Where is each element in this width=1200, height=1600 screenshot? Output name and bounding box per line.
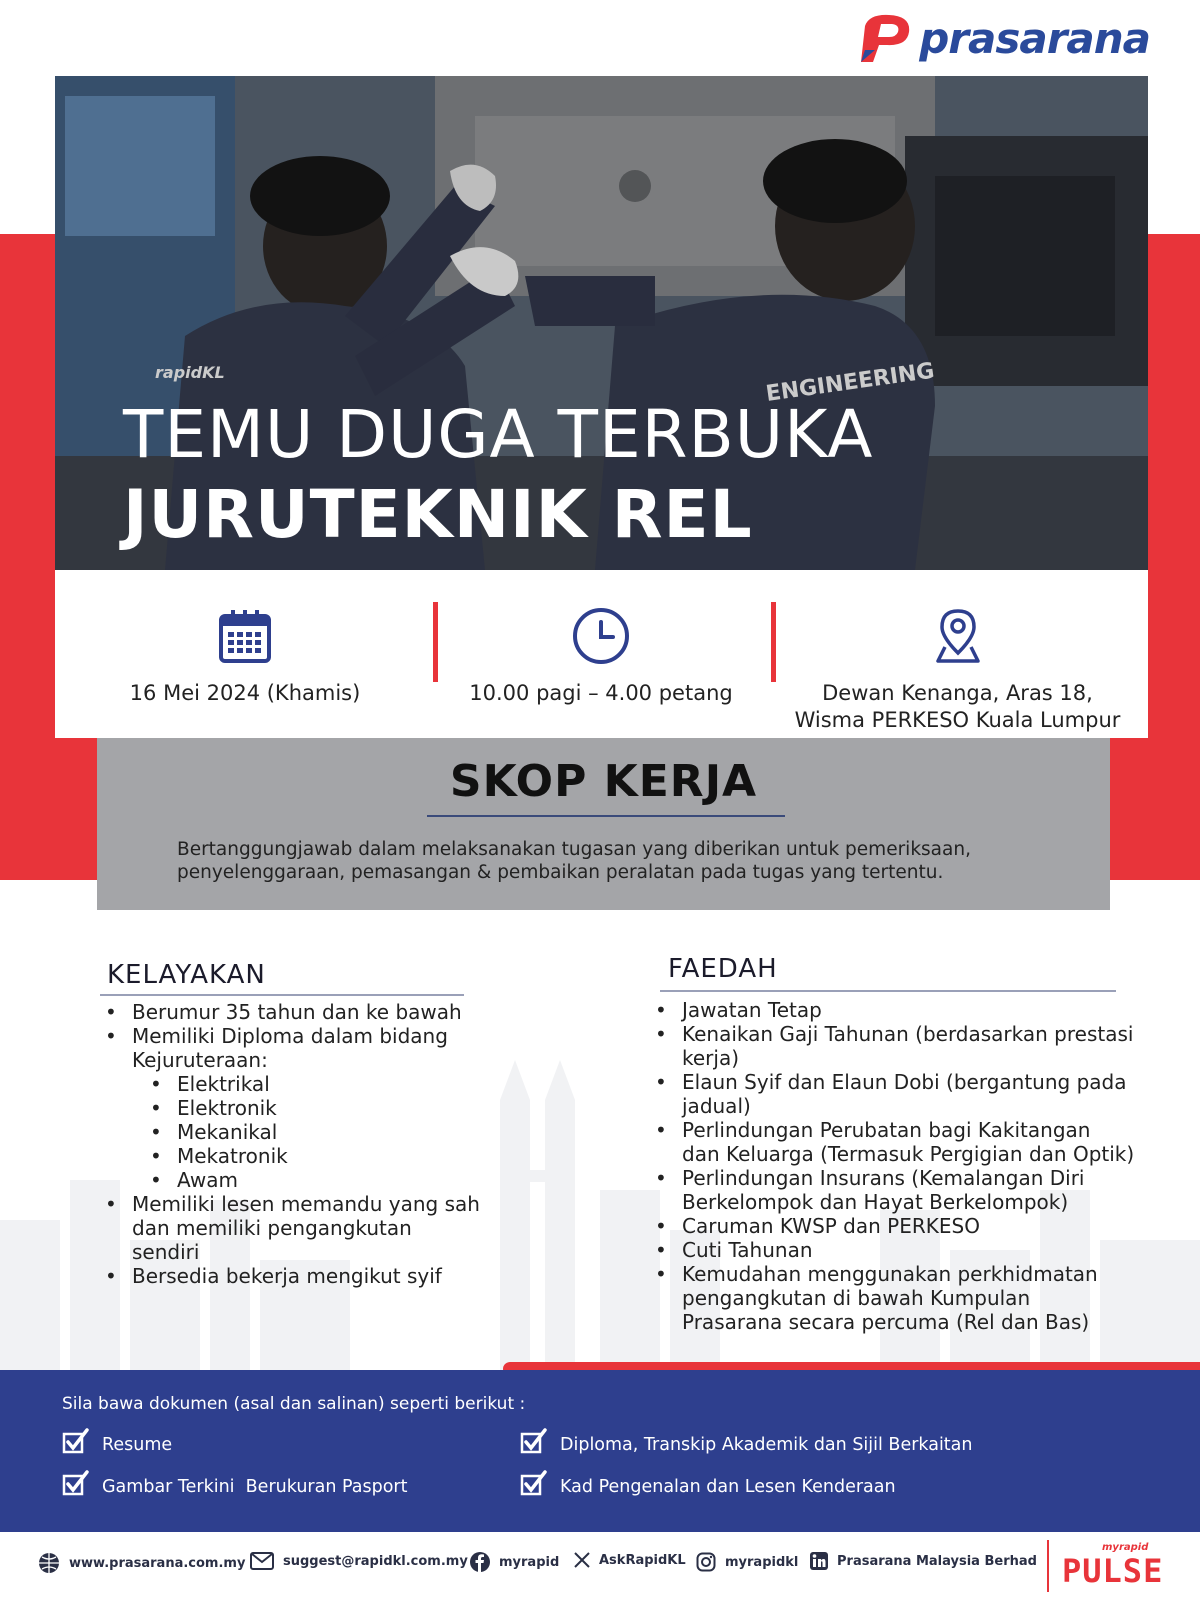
event-time: 10.00 pagi – 4.00 petang [469, 681, 733, 705]
list-item-continued [102, 1048, 522, 1072]
list-item-continued: pengangkutan di bawah Kumpulan [682, 1286, 1031, 1310]
info-location [767, 570, 1148, 738]
job-scope-description: Bertanggungjawab dalam melaksanakan tugasan yang diberikan untuk pemeriksaan, penyelenggaraan, pemasangan & pembaikan peralatan pada tugas yang tertentu. [177, 839, 971, 883]
facebook-icon [470, 1552, 490, 1572]
prasarana-logo [859, 8, 1150, 68]
footer-website[interactable] [38, 1552, 245, 1574]
document-item-label: Diploma, Transkip Akademik dan Sijil Berkaitan [560, 1434, 973, 1455]
list-item-continued: dan memiliki pengangkutan [132, 1216, 412, 1240]
hero-photo [55, 76, 1148, 570]
list-item: • Elaun Syif dan Elaun Dobi (bergantung pada [652, 1070, 1172, 1094]
list-item: • Berumur 35 tahun dan ke bawah [102, 1000, 522, 1024]
qualifications-title: KELAYAKAN [107, 960, 266, 990]
footer-facebook[interactable] [470, 1552, 559, 1572]
document-item [520, 1470, 896, 1503]
list-item: • Memiliki Diploma dalam bidang [102, 1024, 522, 1048]
footer-email-text: suggest@rapidkl.com.my [283, 1553, 468, 1569]
list-item: • Kenaikan Gaji Tahunan (berdasarkan prestasi [652, 1022, 1172, 1046]
list-item-continued: Prasarana secara percuma (Rel dan Bas) [682, 1310, 1090, 1334]
footer-email[interactable] [250, 1552, 468, 1570]
hero-shirt-left-text: rapidKL [155, 363, 225, 382]
location-pin-icon [935, 608, 981, 664]
list-item: • Kemudahan menggunakan perkhidmatan [652, 1262, 1172, 1286]
footer-website-text: www.prasarana.com.my [69, 1555, 246, 1571]
qualifications-list [102, 1000, 522, 1288]
footer-x[interactable] [574, 1552, 686, 1568]
checkbox-checked-icon [62, 1470, 90, 1503]
benefits-title: FAEDAH [668, 954, 778, 984]
job-scope-section [97, 738, 1110, 910]
list-item-continued: jadual) [682, 1094, 751, 1118]
list-item-continued: kerja) [682, 1046, 740, 1070]
hero-title-line1: TEMU DUGA TERBUKA [123, 396, 874, 473]
job-scope-title: SKOP KERJA [449, 756, 758, 807]
document-item-label: Gambar Terkini Berukuran Pasport [102, 1476, 408, 1497]
job-scope-underline [427, 815, 785, 817]
instagram-icon [696, 1552, 716, 1572]
event-info-bar [55, 570, 1148, 738]
list-item: • Bersedia bekerja mengikut syif [102, 1264, 522, 1288]
contact-footer [0, 1532, 1200, 1600]
envelope-icon [250, 1552, 274, 1570]
event-location [795, 680, 1121, 734]
calendar-icon [218, 608, 272, 664]
footer-instagram-text: myrapidkl [725, 1554, 799, 1570]
list-subitem: • Awam [102, 1168, 522, 1192]
linkedin-icon [810, 1552, 828, 1570]
documents-section [0, 1370, 1200, 1532]
list-subitem: • Elektrikal [102, 1072, 522, 1096]
list-item: • Memiliki lesen memandu yang sah [102, 1192, 522, 1216]
list-item: • Perlindungan Insurans (Kemalangan Diri [652, 1166, 1172, 1190]
event-location-line2: Wisma PERKESO Kuala Lumpur [794, 708, 1121, 732]
event-date: 16 Mei 2024 (Khamis) [129, 681, 361, 705]
clock-icon [571, 608, 631, 664]
list-item: • Caruman KWSP dan PERKESO [652, 1214, 1172, 1238]
benefits-list [652, 998, 1172, 1334]
document-item [62, 1428, 172, 1461]
info-time [435, 570, 767, 738]
event-location-line1: Dewan Kenanga, Aras 18, [822, 681, 1093, 705]
footer-divider [1047, 1540, 1049, 1592]
list-subitem: • Mekatronik [102, 1144, 522, 1168]
prasarana-logo-mark [859, 12, 915, 64]
qualifications-underline [100, 994, 464, 996]
x-logo-icon [574, 1552, 590, 1568]
checkbox-checked-icon [62, 1428, 90, 1461]
myrapid-pulse-logo-small: myrapid [1102, 1542, 1149, 1553]
documents-intro: Sila bawa dokumen (asal dan salinan) seperti berikut : [62, 1394, 526, 1414]
checkbox-checked-icon [520, 1470, 548, 1503]
info-date [55, 570, 435, 738]
list-item-text: Kejuruteraan: [132, 1048, 268, 1072]
footer-instagram[interactable] [696, 1552, 798, 1572]
list-item: • Perlindungan Perubatan bagi Kakitangan [652, 1118, 1172, 1142]
footer-linkedin[interactable] [810, 1552, 1037, 1570]
list-item-continued: dan Keluarga (Termasuk Pergigian dan Optik) [682, 1142, 1135, 1166]
footer-linkedin-text: Prasarana Malaysia Berhad [837, 1553, 1037, 1569]
footer-x-text: AskRapidKL [599, 1552, 686, 1568]
checkbox-checked-icon [520, 1428, 548, 1461]
document-item [520, 1428, 973, 1461]
footer-facebook-text: myrapid [499, 1554, 560, 1570]
list-item: • Jawatan Tetap [652, 998, 1172, 1022]
hero-title-line2: JURUTEKNIK REL [123, 476, 753, 553]
document-item-label: Kad Pengenalan dan Lesen Kenderaan [560, 1476, 896, 1497]
document-item-label: Resume [102, 1434, 173, 1455]
list-item-continued: Berkelompok dan Hayat Berkelompok) [682, 1190, 1069, 1214]
myrapid-pulse-logo: PULSE [1062, 1552, 1164, 1590]
hero-shirt-right-text: ENGINEERING [764, 358, 936, 407]
prasarana-logo-text: prasarana [919, 13, 1150, 63]
benefits-underline [660, 990, 1116, 992]
document-item [62, 1470, 407, 1503]
globe-icon [38, 1552, 60, 1574]
list-item: • Cuti Tahunan [652, 1238, 1172, 1262]
list-subitem: • Mekanikal [102, 1120, 522, 1144]
list-item-continued: sendiri [132, 1240, 200, 1264]
list-subitem: • Elektronik [102, 1096, 522, 1120]
